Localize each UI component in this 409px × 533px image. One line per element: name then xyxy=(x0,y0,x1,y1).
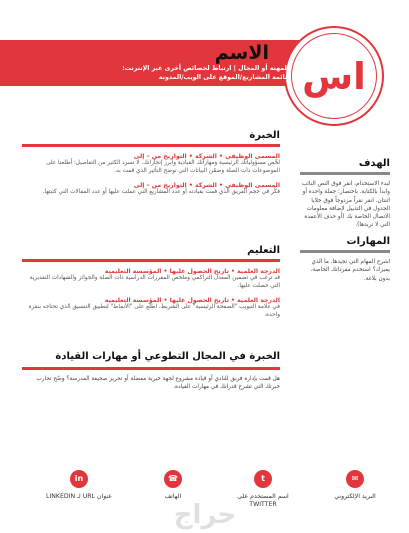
footer-linkedin[interactable] xyxy=(39,470,119,501)
skills-text[interactable]: اشرح المهام التي تجيدها. ما الذي يميزك؟ استخدم مفرداتك الخاصة، بدون بلاغة. xyxy=(310,259,390,282)
linkedin-icon: in xyxy=(70,470,88,488)
tagline-profession[interactable]: المهنة أو المجال | ارتباط لخصائص أخرى عبر الإنترنت: xyxy=(122,65,289,72)
phone-icon: ☎ xyxy=(164,470,182,488)
skills-section xyxy=(300,236,390,283)
tagline-links[interactable]: قائمة المشاريع/الموقع على الويب/المدونة xyxy=(158,74,289,81)
footer-email-label: البريد الإلكتروني xyxy=(334,493,376,500)
experience-entry-title: المسمى الوظيفي • الشركة • التواريخ من – إلى xyxy=(133,153,280,160)
experience-entry-desc: لخّص مسؤولياتك الرئيسية ومهاراتك القيادية وأبرز إنجازاتك. لا تسرد الكثير من التفاصيل؛ أطلعنا على الموضوعات ذات الصلة وضمّن البيانات التي توضح التأثير الذي قمت به. xyxy=(46,160,280,174)
experience-entry[interactable] xyxy=(22,153,280,176)
watermark-logo: حراج xyxy=(173,500,237,530)
volunteer-section xyxy=(22,350,280,391)
initials-text: اس xyxy=(302,54,366,98)
education-entry[interactable] xyxy=(22,297,280,320)
footer-linkedin-label: عنوان URL لـ LINKEDIN xyxy=(45,493,112,500)
experience-heading[interactable]: الخبرة xyxy=(22,130,280,147)
experience-section xyxy=(22,130,280,197)
education-entry-desc: قد ترغب في تضمين المعدل التراكمي وملخص المقررات الدراسية ذات الصلة والجوائز والشهادات التقديرية التي حصلت عليها. xyxy=(29,275,280,289)
footer-phone[interactable] xyxy=(133,470,213,501)
person-name[interactable]: الاسم xyxy=(214,42,269,64)
education-entry[interactable] xyxy=(22,268,280,291)
experience-entry-title: المسمى الوظيفي • الشركة • التواريخ من – إلى xyxy=(133,181,280,189)
volunteer-heading[interactable]: الخبرة في المجال التطوعي أو مهارات القيادة xyxy=(22,350,280,370)
footer-email[interactable] xyxy=(315,470,395,501)
initials-circle xyxy=(284,26,384,126)
twitter-icon: t xyxy=(254,470,272,488)
envelope-icon: ✉ xyxy=(346,470,364,488)
skills-heading[interactable]: المهارات xyxy=(300,236,390,253)
education-entry-title: الدرجة العلمية • تاريخ الحصول عليها • المؤسسة التعليمية xyxy=(104,268,280,275)
education-entry-desc: في علامة التبويب "الصفحة الرئيسية" على الشريط، اطلع على "الأنماط" لتطبيق التنسيق الذي تحتاجه بنقرة واحدة. xyxy=(28,303,280,318)
education-heading[interactable]: التعليم xyxy=(22,245,280,262)
objective-text[interactable]: لبدء الاستخدام، انقر فوق النص النائب وابدأ بالكتابة. باختصار: جملة واحدة أو اثنتان. انقر نقراً مزدوجاً فوق خلايا الجدول في التذييل لإضافة معلومات الاتصال الخاصة بك (أو حذف الأعمدة التي لا تريدها). xyxy=(301,181,390,229)
footer-twitter-label: اسم المستخدم على TWITTER xyxy=(237,493,289,509)
initials-ring xyxy=(291,33,377,119)
volunteer-text[interactable]: هل قمت بإدارة فريق للنادي أو قيادة مشروع لجهة خيرية مفضلة أو تحرير صحيفة المدرسة؟ وضّح تجارب خبرتك التي تشرح قدراتك في مهارات القيادة. xyxy=(36,375,280,390)
education-section xyxy=(22,245,280,320)
experience-entry[interactable] xyxy=(22,182,280,197)
footer-phone-label: الهاتف xyxy=(164,493,182,500)
objective-heading[interactable]: الهدف xyxy=(300,158,390,175)
experience-entry-desc: فكّر في حجم الفريق الذي قمت بقيادته أو عدد المشاريع التي عملت عليها أو عدد المقالات التي كتبتها. xyxy=(42,188,280,195)
education-entry-title: الدرجة العلمية • تاريخ الحصول عليها • المؤسسة التعليمية xyxy=(104,296,280,304)
objective-section xyxy=(300,158,390,230)
